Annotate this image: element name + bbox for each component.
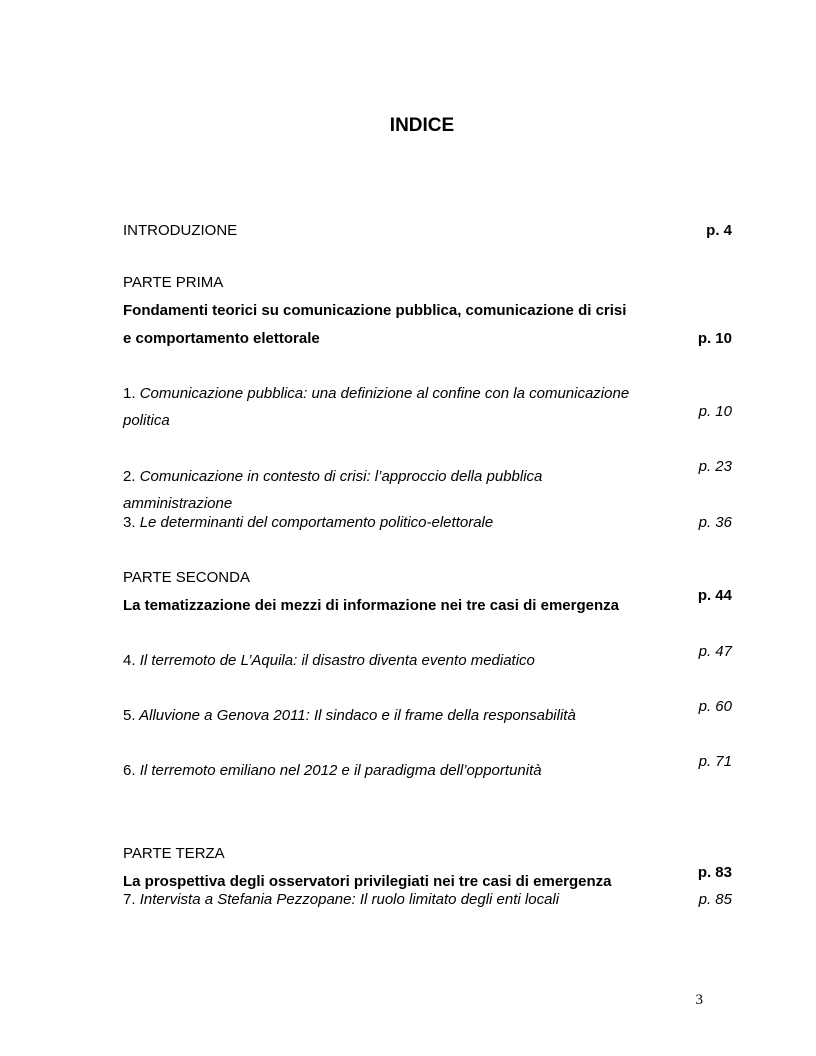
toc-part1-heading-line1[interactable]: Fondamenti teorici su comunicazione pubblica, comunicazione di crisi <box>123 302 627 319</box>
toc-intro-page[interactable]: p. 4 <box>706 222 732 239</box>
toc-part2-heading[interactable]: La tematizzazione dei mezzi di informazione nei tre casi di emergenza <box>123 597 619 614</box>
toc-item-text: Comunicazione in contesto di crisi: l’approccio della pubblica <box>139 468 543 485</box>
toc-item-text: Comunicazione pubblica: una definizione al confine con la comunicazione <box>139 385 630 402</box>
page-title: INDICE <box>389 115 455 136</box>
toc-part2-page[interactable]: p. 44 <box>697 587 732 604</box>
toc-item-4[interactable] <box>123 652 535 670</box>
toc-part3-page[interactable]: p. 83 <box>697 864 732 881</box>
toc-item-text: Il terremoto de L’Aquila: il disastro diventa evento mediatico <box>139 652 535 669</box>
toc-item-6-page[interactable]: p. 71 <box>698 753 732 770</box>
toc-item-number: 4. <box>123 652 136 669</box>
toc-item-3[interactable] <box>123 514 493 532</box>
toc-item-number: 6. <box>123 762 136 779</box>
toc-item-number: 2. <box>123 468 136 485</box>
toc-item-number: 5. <box>123 707 136 724</box>
toc-item-7[interactable] <box>123 891 559 909</box>
toc-item-text: Alluvione a Genova 2011: Il sindaco e il frame della responsabilità <box>139 707 576 724</box>
toc-item-1-page[interactable]: p. 10 <box>698 403 732 420</box>
toc-part1-page[interactable]: p. 10 <box>697 330 732 347</box>
toc-item-4-page[interactable]: p. 47 <box>698 643 732 660</box>
toc-item-text: Le determinanti del comportamento politico-elettorale <box>139 514 494 531</box>
toc-item-2[interactable] <box>123 468 542 486</box>
toc-item-1[interactable] <box>123 385 629 403</box>
toc-item-number: 3. <box>123 514 136 531</box>
toc-part3-heading[interactable]: La prospettiva degli osservatori privilegiati nei tre casi di emergenza <box>123 873 612 890</box>
toc-intro-label[interactable]: INTRODUZIONE <box>123 222 238 239</box>
toc-part1-heading-line2[interactable]: e comportamento elettorale <box>123 330 320 347</box>
toc-item-3-page[interactable]: p. 36 <box>698 514 732 531</box>
toc-item-number: 7. <box>123 891 136 908</box>
toc-part2-label: PARTE SECONDA <box>123 569 250 586</box>
toc-item-2-page[interactable]: p. 23 <box>698 458 732 475</box>
toc-item-number: 1. <box>123 385 136 402</box>
toc-item-text: Intervista a Stefania Pezzopane: Il ruolo limitato degli enti locali <box>139 891 560 908</box>
page-number: 3 <box>695 992 703 1008</box>
toc-item-1-line2[interactable]: politica <box>123 412 170 429</box>
toc-item-5[interactable] <box>123 707 576 725</box>
toc-item-7-page[interactable]: p. 85 <box>698 891 732 908</box>
toc-item-5-page[interactable]: p. 60 <box>698 698 732 715</box>
toc-item-6[interactable] <box>123 762 542 780</box>
toc-part1-label: PARTE PRIMA <box>123 274 224 291</box>
toc-part3-label: PARTE TERZA <box>123 845 225 862</box>
toc-item-text: Il terremoto emiliano nel 2012 e il paradigma dell’opportunità <box>139 762 542 779</box>
toc-item-2-line2[interactable]: amministrazione <box>123 495 233 512</box>
